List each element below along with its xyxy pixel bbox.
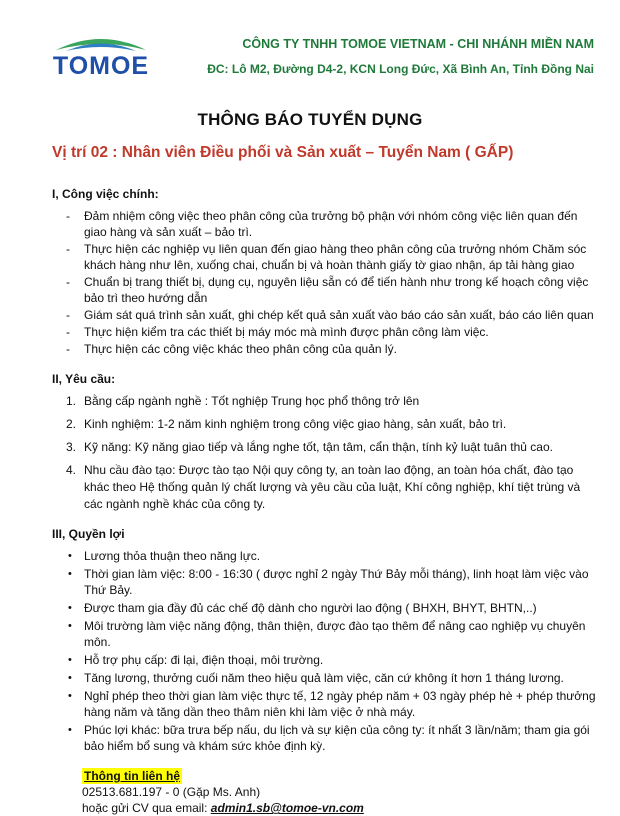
list-item	[52, 548, 597, 564]
duty-text: Thực hiện các công việc khác theo phân công của quản lý.	[84, 342, 397, 356]
list-item	[52, 670, 597, 686]
duties-list	[52, 208, 597, 357]
benefit-text: Tăng lương, thưởng cuối năm theo hiệu quả làm việc, căn cứ không ít hơn 1 tháng lương.	[84, 671, 564, 685]
duty-text: Thực hiện các nghiệp vụ liên quan đến giao hàng theo phân công của trưởng nhóm Chăm sóc khách hàng như lên, xuống chai, chuẩn bị và hoàn thành giấy tờ giao nhận, áp tải hàng giao	[84, 242, 587, 272]
bullet-marker: •	[68, 568, 72, 580]
list-item	[52, 652, 597, 668]
requirements-heading: II, Yêu cầu:	[52, 372, 116, 386]
requirement-text: Nhu cầu đào tạo: Được tào tạo Nội quy công ty, an toàn lao động, an toàn hóa chất, đào tạo khác theo Hệ thống quản lý chất lượng và yêu cầu của luật, Khí công nghiệp, khí tiệt trùng và các ngành nghề khác của công ty.	[84, 463, 581, 511]
bullet-marker: •	[68, 602, 72, 614]
list-item	[52, 241, 597, 273]
bullet-marker: •	[68, 724, 72, 736]
benefits-list	[52, 548, 597, 754]
list-item	[52, 274, 597, 306]
bullet-marker: •	[68, 690, 72, 702]
logo-text: TOMOE	[52, 52, 150, 80]
benefit-text: Hỗ trợ phụ cấp: đi lại, điện thoại, môi trường.	[84, 653, 324, 667]
number-marker: 2.	[66, 417, 77, 431]
requirement-text: Kỹ năng: Kỹ năng giao tiếp và lắng nghe tốt, tận tâm, cẩn thận, tính kỷ luật tuân thủ cao.	[84, 440, 553, 454]
list-item	[52, 722, 597, 754]
bullet-marker: •	[68, 550, 72, 562]
contact-title: Thông tin liên hệ	[84, 769, 180, 783]
company-address: ĐC: Lô M2, Đường D4-2, KCN Long Đức, Xã Bình An, Tỉnh Đồng Nai	[207, 62, 594, 76]
list-item	[52, 600, 597, 616]
list-item	[52, 462, 597, 513]
number-marker: 4.	[66, 463, 77, 477]
benefit-text: Nghỉ phép theo thời gian làm việc thực tế, 12 ngày phép năm + 03 ngày phép hè + phép thưởng hàng năm và tăng dần theo thâm niên khi làm việc ở nhà máy.	[84, 689, 596, 719]
benefit-text: Lương thỏa thuận theo năng lực.	[84, 549, 261, 563]
contact-phone: 02513.681.197 - 0 (Gặp Ms. Anh)	[82, 785, 261, 799]
number-marker: 1.	[66, 394, 77, 408]
number-marker: 3.	[66, 440, 77, 454]
list-item	[52, 393, 597, 410]
list-item	[52, 439, 597, 456]
duty-text: Đảm nhiệm công việc theo phân công của trưởng bộ phận với nhóm công việc liên quan đến giao hàng và sản xuất – bảo trì.	[84, 209, 578, 239]
list-item	[52, 341, 597, 357]
benefits-heading: III, Quyền lợi	[52, 527, 125, 541]
duty-text: Giám sát quá trình sản xuất, ghi chép kết quả sản xuất vào báo cáo sản xuất, báo cáo liên quan	[84, 308, 594, 322]
dash-marker: -	[66, 325, 70, 339]
list-item	[52, 208, 597, 240]
email-prefix: hoặc gửi CV qua email:	[82, 801, 211, 815]
company-name: CÔNG TY TNHH TOMOE VIETNAM - CHI NHÁNH MIỀN NAM	[242, 37, 594, 51]
benefit-text: Phúc lợi khác: bữa trưa bếp nấu, du lịch và sự kiện của công ty: ít nhất 3 lần/năm; tham gia gói bảo hiểm bổ sung và khám sức khỏe định kỳ.	[84, 723, 590, 753]
list-item	[52, 688, 597, 720]
requirement-text: Bằng cấp ngành nghề : Tốt nghiệp Trung học phổ thông trở lên	[84, 394, 420, 408]
dash-marker: -	[66, 308, 70, 322]
contact-email-line	[82, 800, 597, 816]
duties-heading: I, Công việc chính:	[52, 187, 159, 201]
company-info	[207, 37, 594, 76]
tomoe-logo-graphic	[38, 30, 164, 80]
benefit-text: Thời gian làm việc: 8:00 - 16:30 ( được nghỉ 2 ngày Thứ Bảy mỗi tháng), linh hoạt làm việc vào Thứ Bảy.	[84, 567, 589, 597]
benefit-text: Môi trường làm việc năng động, thân thiện, được đào tạo thêm để nâng cao nghiệp vụ chuyên môn.	[84, 619, 586, 649]
list-item	[52, 307, 597, 323]
bullet-marker: •	[68, 620, 72, 632]
list-item	[52, 324, 597, 340]
document-body	[52, 186, 597, 816]
document-title: THÔNG BÁO TUYỂN DỤNG	[197, 110, 423, 129]
list-item	[52, 618, 597, 650]
duty-text: Chuẩn bị trang thiết bị, dụng cụ, nguyên liệu sẵn có để tiến hành như trong kế hoạch công việc bảo trì theo hướng dẫn	[84, 275, 589, 305]
email-link[interactable]: admin1.sb@tomoe-vn.com	[210, 801, 364, 815]
list-item	[52, 566, 597, 598]
list-item	[52, 416, 597, 433]
bullet-marker: •	[68, 672, 72, 684]
bullet-marker: •	[68, 654, 72, 666]
dash-marker: -	[66, 242, 70, 256]
contact-section	[52, 768, 597, 816]
position-title: Vị trí 02 : Nhân viên Điều phối và Sản xuất – Tuyển Nam ( GẤP)	[52, 144, 514, 161]
requirement-text: Kinh nghiệm: 1-2 năm kinh nghiệm trong công việc giao hàng, sản xuất, bảo trì.	[84, 417, 507, 431]
duty-text: Thực hiện kiểm tra các thiết bị máy móc mà mình được phân công làm việc.	[84, 325, 489, 339]
requirements-list	[52, 393, 597, 513]
benefit-text: Được tham gia đầy đủ các chế độ dành cho người lao động ( BHXH, BHYT, BHTN,..)	[84, 601, 537, 615]
tomoe-logo	[38, 30, 164, 80]
dash-marker: -	[66, 275, 70, 289]
dash-marker: -	[66, 342, 70, 356]
dash-marker: -	[66, 209, 70, 223]
